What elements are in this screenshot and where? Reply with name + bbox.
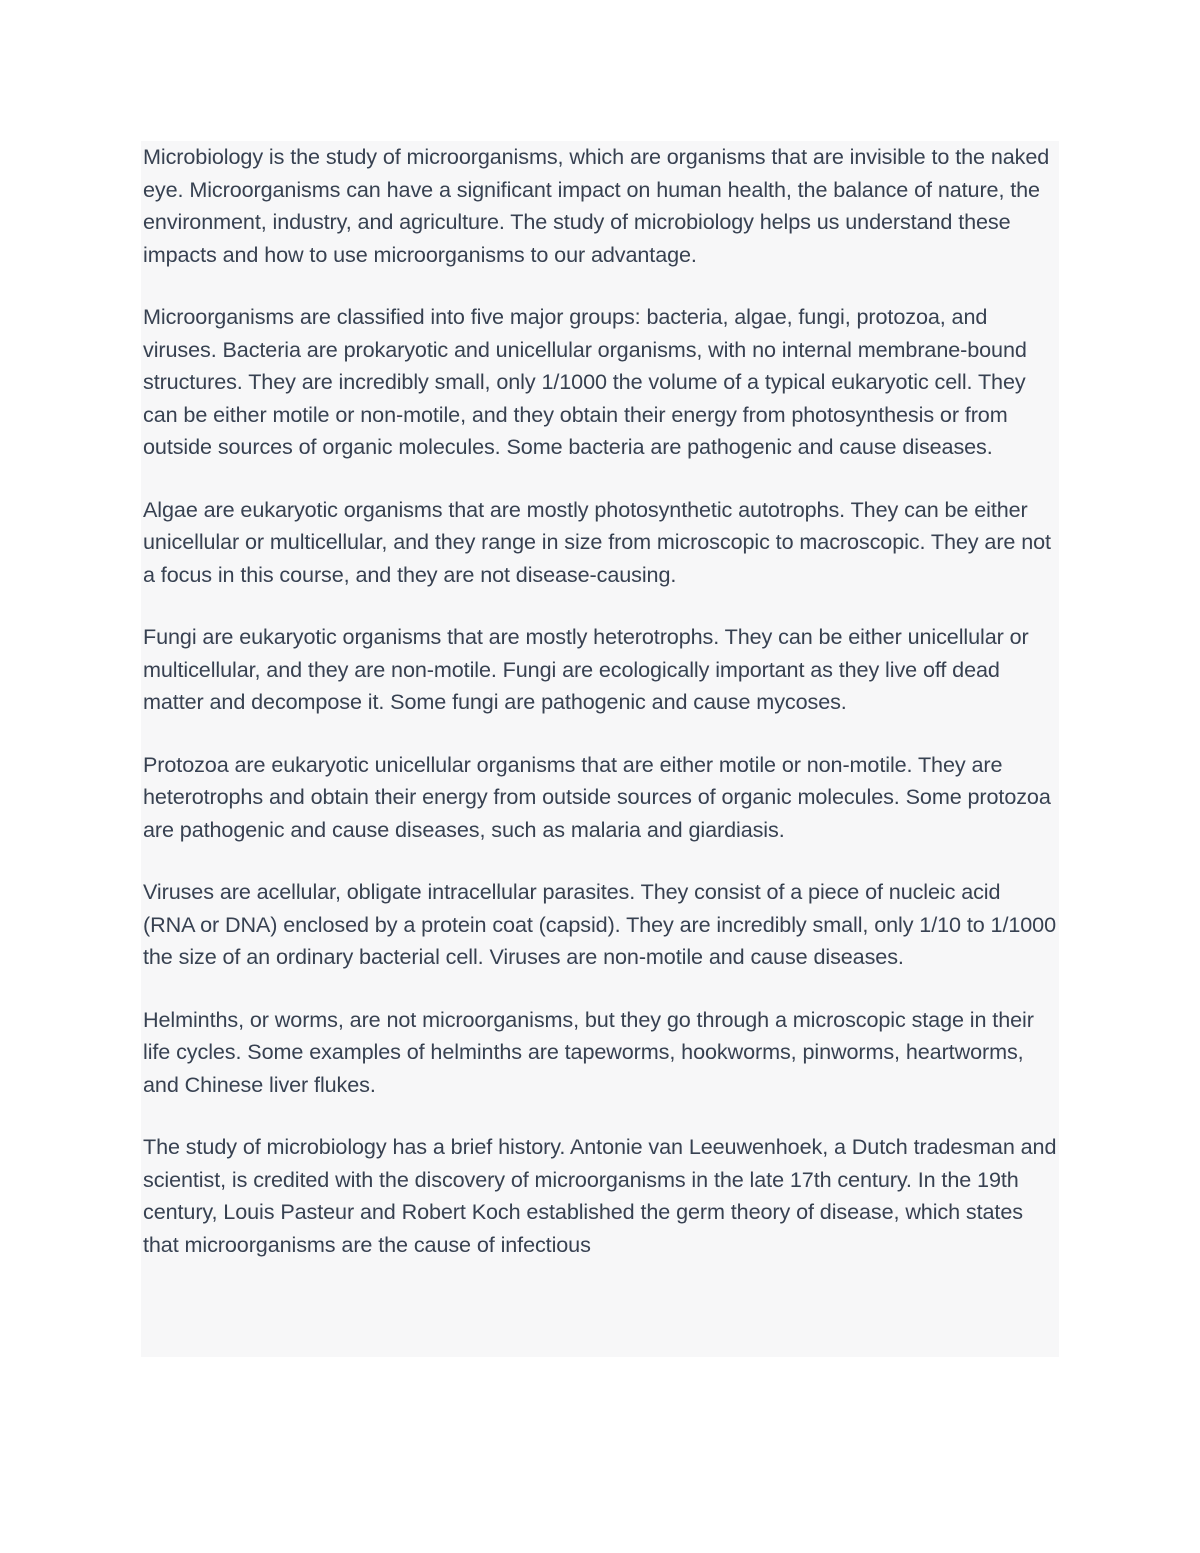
paragraph-classification: Microorganisms are classified into five major groups: bacteria, algae, fungi, protozoa, and viruses. Bacteria are prokaryotic and unicellular organisms, with no internal membrane-bound structures. They are incredibly small, only 1/1000 the volume of a typical eukaryotic cell. They can be either motile or non-motile, and they obtain their energy from photosynthesis or from outside sources of organic molecules. Some bacteria are pathogenic and cause diseases. [143, 304, 1027, 459]
paragraph-protozoa: Protozoa are eukaryotic unicellular organisms that are either motile or non-motile. They are heterotrophs and obtain their energy from outside sources of organic molecules. Some protozoa are pathogenic and cause diseases, such as malaria and giardiasis. [143, 751, 1051, 842]
paragraph-fungi: Fungi are eukaryotic organisms that are mostly heterotrophs. They can be either unicellular or multicellular, and they are non-motile. Fungi are ecologically important as they live off dead matter and decompose it. Some fungi are pathogenic and cause mycoses. [143, 624, 1029, 714]
paragraph-algae: Algae are eukaryotic organisms that are mostly photosynthetic autotrophs. They can be either unicellular or multicellular, and they range in size from microscopic to macroscopic. They are not a focus in this course, and they are not disease-causing. [143, 496, 1051, 587]
text-block [141, 141, 1059, 1357]
paragraph-helminths: Helminths, or worms, are not microorganisms, but they go through a microscopic stage in their life cycles. Some examples of helminths are tapeworms, hookworms, pinworms, heartworms, and Chinese liver flukes. [143, 1006, 1034, 1097]
paragraph-viruses: Viruses are acellular, obligate intracellular parasites. They consist of a piece of nucleic acid (RNA or DNA) enclosed by a protein coat (capsid). They are incredibly small, only 1/10 to 1/1000 the size of an ordinary bacterial cell. Viruses are non-motile and cause diseases. [143, 879, 1056, 969]
paragraph-intro: Microbiology is the study of microorganisms, which are organisms that are invisible to the naked eye. Microorganisms can have a significant impact on human health, the balance of nature, the environment, industry, and agriculture. The study of microbiology helps us understand these impacts and how to use microorganisms to our advantage. [143, 144, 1050, 267]
paragraph-history: The study of microbiology has a brief history. Antonie van Leeuwenhoek, a Dutch tradesman and scientist, is credited with the discovery of microorganisms in the late 17th century. In the 19th century, Louis Pasteur and Robert Koch established the germ theory of disease, which states that microorganisms are the cause of infectious [143, 1134, 1057, 1257]
